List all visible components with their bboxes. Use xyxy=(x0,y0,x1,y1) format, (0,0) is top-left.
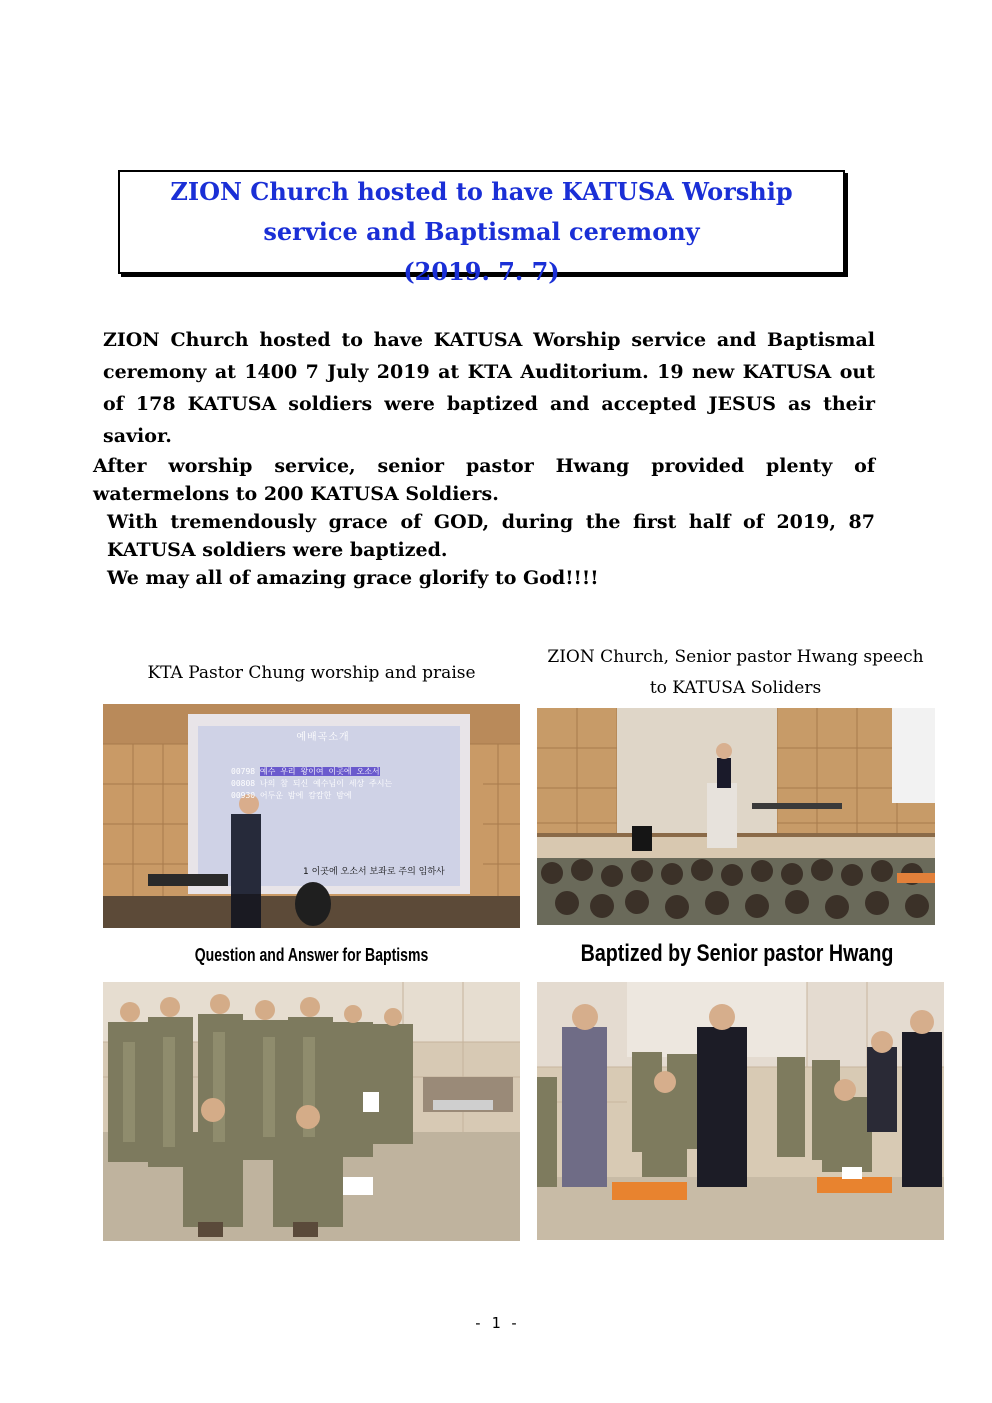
page-number: - 1 - xyxy=(473,1314,519,1332)
caption-worship: KTA Pastor Chung worship and praise xyxy=(147,663,476,683)
paragraph-4: We may all of amazing grace glorify to God!!!! xyxy=(107,567,599,589)
screen-row-2-text: 나의 참 되신 예수님이 세상 주시는 xyxy=(259,779,393,788)
photo-worship xyxy=(103,704,520,928)
paragraph-2: After worship service, senior pastor Hwang provided plenty of watermelons to 200 KATUSA Soldiers. xyxy=(93,455,875,505)
title-line-3: (2019. 7. 7) xyxy=(403,257,560,286)
paragraph-3: With tremendously grace of GOD, during the first half of 2019, 87 KATUSA soldiers were baptized. xyxy=(107,511,875,561)
screen-row-3-num: 00930 xyxy=(231,791,256,800)
caption-qa: Question and Answer for Baptisms xyxy=(194,945,429,965)
photo-speech xyxy=(537,708,935,925)
screen-row-1-num: 00798 xyxy=(231,767,256,776)
caption-baptized: Baptized by Senior pastor Hwang xyxy=(580,940,894,967)
screen-list xyxy=(231,766,392,802)
title-box xyxy=(118,170,845,286)
paragraph-1: ZION Church hosted to have KATUSA Worship service and Baptismal ceremony at 1400 7 July 2019 at KTA Auditorium. 19 new KATUSA out of 178 KATUSA soldiers were baptized and accepted JESUS as their savior. xyxy=(103,329,875,447)
article-body xyxy=(93,324,875,592)
title-line-1: ZION Church hosted to have KATUSA Worship xyxy=(170,177,793,206)
title-line-2: service and Baptismal ceremony xyxy=(263,217,700,246)
screen-row-1-text: 예수 우리 왕이여 이곳에 오소서 xyxy=(259,767,380,776)
caption-speech xyxy=(527,642,944,704)
screen-row-2-num: 00808 xyxy=(231,779,256,788)
photo-baptism xyxy=(537,982,944,1240)
screen-lyric: 1 이곳에 오소서 보좌로 주의 임하사 xyxy=(303,867,445,877)
caption-speech-line-2: to KATUSA Soliders xyxy=(649,678,822,698)
screen-header: 예배곡소개 xyxy=(296,732,350,743)
caption-speech-line-1: ZION Church, Senior pastor Hwang speech xyxy=(547,647,924,667)
screen-row-3-text: 어두운 밤에 캄캄한 밤에 xyxy=(259,791,352,800)
photo-qa xyxy=(103,982,520,1241)
